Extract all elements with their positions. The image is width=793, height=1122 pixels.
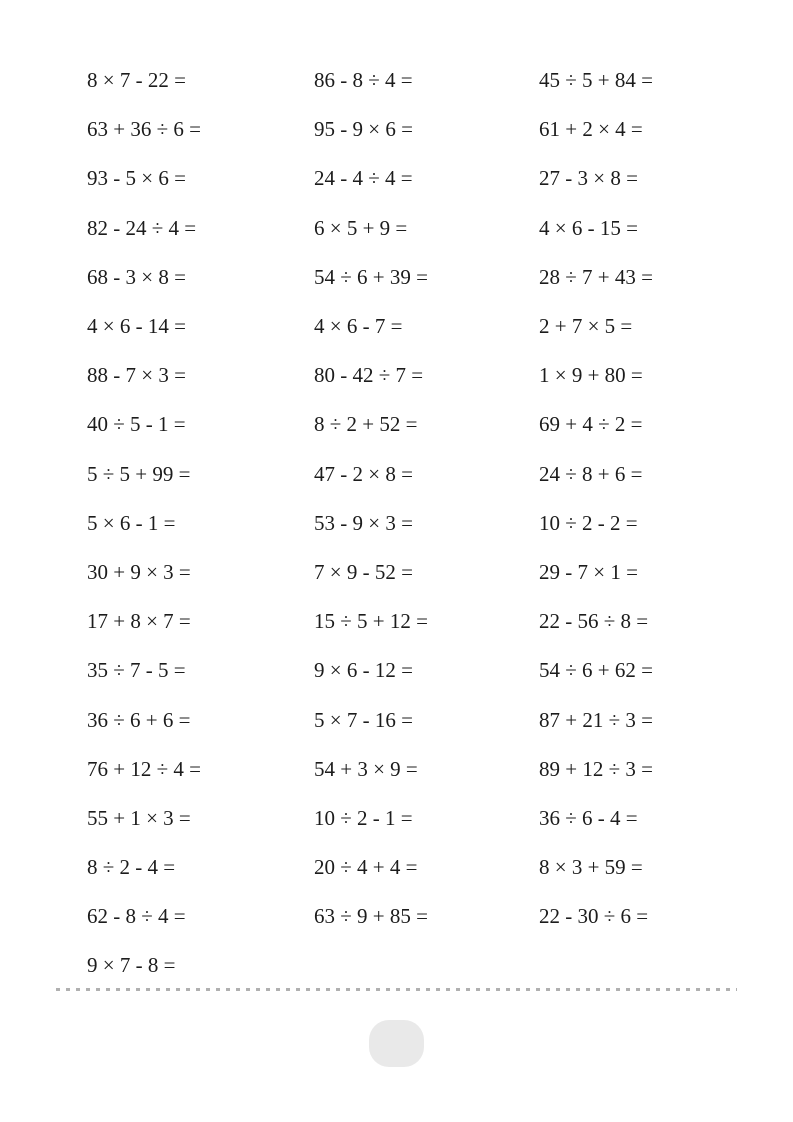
math-problem: 9 × 6 - 12 = (314, 658, 413, 683)
math-problem: 10 ÷ 2 - 1 = (314, 805, 413, 830)
math-problem: 62 - 8 ÷ 4 = (87, 904, 186, 929)
math-problem: 30 + 9 × 3 = (87, 559, 191, 584)
math-problem: 2 + 7 × 5 = (539, 314, 633, 339)
math-problem: 40 ÷ 5 - 1 = (87, 412, 186, 437)
math-problem: 93 - 5 × 6 = (87, 166, 186, 191)
math-problem: 45 ÷ 5 + 84 = (539, 68, 653, 93)
math-problem: 8 × 3 + 59 = (539, 855, 643, 880)
math-problem: 8 ÷ 2 - 4 = (87, 855, 176, 880)
math-problem: 10 ÷ 2 - 2 = (539, 510, 638, 535)
math-problem: 36 ÷ 6 + 6 = (87, 707, 191, 732)
math-problem: 55 + 1 × 3 = (87, 805, 191, 830)
math-problem: 80 - 42 ÷ 7 = (314, 363, 424, 388)
math-problem: 29 - 7 × 1 = (539, 559, 638, 584)
math-problem: 8 × 7 - 22 = (87, 68, 186, 93)
math-problem: 63 + 36 ÷ 6 = (87, 117, 201, 142)
math-problem: 6 × 5 + 9 = (314, 215, 408, 240)
math-problem: 4 × 6 - 14 = (87, 314, 186, 339)
math-problem: 1 × 9 + 80 = (539, 363, 643, 388)
math-problem: 4 × 6 - 15 = (539, 215, 638, 240)
math-problem: 53 - 9 × 3 = (314, 510, 413, 535)
math-problem: 69 + 4 ÷ 2 = (539, 412, 643, 437)
math-problem: 35 ÷ 7 - 5 = (87, 658, 186, 683)
math-problem: 87 + 21 ÷ 3 = (539, 707, 653, 732)
problem-column-3 (539, 56, 653, 941)
math-problem: 88 - 7 × 3 = (87, 363, 186, 388)
math-problem: 20 ÷ 4 + 4 = (314, 855, 418, 880)
math-problem: 54 + 3 × 9 = (314, 756, 418, 781)
page-number-placeholder (369, 1020, 424, 1067)
problem-column-2 (314, 56, 428, 941)
math-problem: 22 - 56 ÷ 8 = (539, 609, 649, 634)
math-problem: 68 - 3 × 8 = (87, 264, 186, 289)
math-problem: 89 + 12 ÷ 3 = (539, 756, 653, 781)
math-problem: 7 × 9 - 52 = (314, 559, 413, 584)
math-problem: 54 ÷ 6 + 62 = (539, 658, 653, 683)
math-problem: 4 × 6 - 7 = (314, 314, 403, 339)
math-problem: 15 ÷ 5 + 12 = (314, 609, 428, 634)
math-problem: 95 - 9 × 6 = (314, 117, 413, 142)
math-problem: 22 - 30 ÷ 6 = (539, 904, 649, 929)
math-problem: 17 + 8 × 7 = (87, 609, 191, 634)
math-problem: 9 × 7 - 8 = (87, 953, 176, 978)
math-problem: 63 ÷ 9 + 85 = (314, 904, 428, 929)
math-problem: 27 - 3 × 8 = (539, 166, 638, 191)
math-problem: 47 - 2 × 8 = (314, 461, 413, 486)
math-problem: 86 - 8 ÷ 4 = (314, 68, 413, 93)
math-problem: 5 × 7 - 16 = (314, 707, 413, 732)
math-problem: 28 ÷ 7 + 43 = (539, 264, 653, 289)
math-problem: 24 - 4 ÷ 4 = (314, 166, 413, 191)
math-problem: 5 × 6 - 1 = (87, 510, 176, 535)
math-problem: 24 ÷ 8 + 6 = (539, 461, 643, 486)
math-problem: 8 ÷ 2 + 52 = (314, 412, 418, 437)
problem-column-1 (87, 56, 201, 991)
math-problem: 36 ÷ 6 - 4 = (539, 805, 638, 830)
math-problem: 76 + 12 ÷ 4 = (87, 756, 201, 781)
math-problem: 82 - 24 ÷ 4 = (87, 215, 197, 240)
math-problem: 61 + 2 × 4 = (539, 117, 643, 142)
math-problem: 54 ÷ 6 + 39 = (314, 264, 428, 289)
math-problem: 5 ÷ 5 + 99 = (87, 461, 191, 486)
dashed-cut-line (56, 988, 737, 991)
